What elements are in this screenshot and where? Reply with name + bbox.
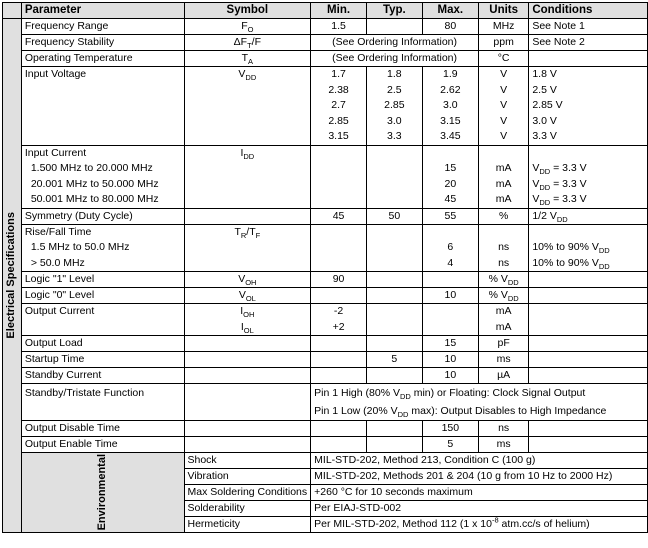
units-rise-fall: ns ns — [478, 224, 528, 272]
symbol-input-voltage: $V_{DD}$ — [184, 67, 311, 146]
units-standby-current: µA — [478, 368, 528, 384]
cond-frequency-stability: See Note 2 — [529, 35, 648, 51]
max-output-load: 15 — [422, 336, 478, 352]
cond-input-voltage: 1.8 V 2.5 V 2.85 V 3.0 V 3.3 V — [529, 67, 648, 146]
table-row — [3, 437, 648, 453]
units-output-enable: ms — [478, 437, 528, 453]
header-blank — [3, 3, 22, 19]
min-output-disable — [311, 421, 367, 437]
param-hermeticity: Hermeticity — [184, 517, 311, 533]
units-frequency-stability: ppm — [478, 35, 528, 51]
table-row — [3, 384, 648, 421]
units-operating-temperature: °C — [478, 51, 528, 67]
header-typ: Typ. — [366, 3, 422, 19]
max-output-disable: 150 — [422, 421, 478, 437]
header-parameter: Parameter — [21, 3, 184, 19]
table-row — [3, 35, 648, 51]
typ-output-current — [366, 304, 422, 336]
typ-symmetry: 50 — [366, 208, 422, 224]
cond-operating-temperature — [529, 51, 648, 67]
param-output-current: Output Current — [21, 304, 184, 336]
min-rise-fall — [311, 224, 367, 272]
cond-rise-fall: 10% to 90% $V_{DD}$ 10% to 90% $V_{DD}$ — [529, 224, 648, 272]
units-logic-0: % $V_{DD}$ — [478, 288, 528, 304]
param-symmetry: Symmetry (Duty Cycle) — [21, 208, 184, 224]
header-min: Min. — [311, 3, 367, 19]
typ-frequency-range — [366, 19, 422, 35]
param-output-enable: Output Enable Time — [21, 437, 184, 453]
table-row — [3, 421, 648, 437]
param-standby-tristate: Standby/Tristate Function — [21, 384, 184, 421]
units-logic-1: % $V_{DD}$ — [478, 272, 528, 288]
param-frequency-range: Frequency Range — [21, 19, 184, 35]
table-row — [3, 145, 648, 208]
param-rise-fall: Rise/Fall Time 1.5 MHz to 50.0 MHz > 50.0 MHz — [21, 224, 184, 272]
min-output-load — [311, 336, 367, 352]
table-row — [3, 208, 648, 224]
value-vibration: MIL-STD-202, Methods 201 & 204 (10 g from 10 Hz to 2000 Hz) — [311, 469, 648, 485]
typ-input-current — [366, 145, 422, 208]
min-output-current: -2 +2 — [311, 304, 367, 336]
value-soldering: +260 °C for 10 seconds maximum — [311, 485, 648, 501]
units-output-load: pF — [478, 336, 528, 352]
header-max: Max. — [422, 3, 478, 19]
param-input-current: Input Current 1.500 MHz to 20.000 MHz 20.001 MHz to 50.000 MHz 50.001 MHz to 80.000 MHz — [21, 145, 184, 208]
param-logic-1: Logic "1" Level — [21, 272, 184, 288]
param-operating-temperature: Operating Temperature — [21, 51, 184, 67]
environmental-section-label: Environmental — [21, 453, 184, 533]
symbol-frequency-range: $F_O$ — [184, 19, 311, 35]
value-hermeticity: Per MIL-STD-202, Method 112 (1 x $10^{-8}$ atm.cc/s of helium) — [311, 517, 648, 533]
units-output-current: mA mA — [478, 304, 528, 336]
table-row — [3, 51, 648, 67]
param-shock: Shock — [184, 453, 311, 469]
max-logic-1 — [422, 272, 478, 288]
param-startup-time: Startup Time — [21, 352, 184, 368]
merged-operating-temperature: (See Ordering Information) — [311, 51, 479, 67]
header-conditions: Conditions — [529, 3, 648, 19]
cond-symmetry: 1/2 $V_{DD}$ — [529, 208, 648, 224]
max-input-voltage: 1.9 2.62 3.0 3.15 3.45 — [422, 67, 478, 146]
min-logic-0 — [311, 288, 367, 304]
param-vibration: Vibration — [184, 469, 311, 485]
symbol-frequency-stability: $\Delta F_T/F$ — [184, 35, 311, 51]
min-frequency-range: 1.5 — [311, 19, 367, 35]
electrical-section-label: Electrical Specifications — [3, 19, 22, 533]
param-output-load: Output Load — [21, 336, 184, 352]
symbol-logic-0: $V_{OL}$ — [184, 288, 311, 304]
min-standby-current — [311, 368, 367, 384]
symbol-output-disable — [184, 421, 311, 437]
table-row — [3, 288, 648, 304]
table-row — [3, 352, 648, 368]
min-input-current — [311, 145, 367, 208]
param-logic-0: Logic "0" Level — [21, 288, 184, 304]
header-units: Units — [478, 3, 528, 19]
max-standby-current: 10 — [422, 368, 478, 384]
param-soldering: Max Soldering Conditions — [184, 485, 311, 501]
typ-input-voltage: 1.8 2.5 2.85 3.0 3.3 — [366, 67, 422, 146]
max-startup-time: 10 — [422, 352, 478, 368]
param-output-disable: Output Disable Time — [21, 421, 184, 437]
cond-output-enable — [529, 437, 648, 453]
symbol-standby-current — [184, 368, 311, 384]
units-startup-time: ms — [478, 352, 528, 368]
table-row — [3, 224, 648, 272]
symbol-standby-tristate — [184, 384, 311, 421]
symbol-output-enable — [184, 437, 311, 453]
symbol-logic-1: $V_{OH}$ — [184, 272, 311, 288]
cond-frequency-range: See Note 1 — [529, 19, 648, 35]
table-row — [3, 272, 648, 288]
symbol-output-load — [184, 336, 311, 352]
units-input-current: mA mA mA — [478, 145, 528, 208]
max-frequency-range: 80 — [422, 19, 478, 35]
typ-logic-0 — [366, 288, 422, 304]
header-row — [3, 3, 648, 19]
typ-startup-time: 5 — [366, 352, 422, 368]
max-output-enable: 5 — [422, 437, 478, 453]
specifications-table — [2, 2, 648, 533]
cond-startup-time — [529, 352, 648, 368]
max-rise-fall: 6 4 — [422, 224, 478, 272]
min-logic-1: 90 — [311, 272, 367, 288]
table-row — [3, 453, 648, 469]
typ-logic-1 — [366, 272, 422, 288]
param-frequency-stability: Frequency Stability — [21, 35, 184, 51]
symbol-input-current: $I_{DD}$ — [184, 145, 311, 208]
table-row — [3, 336, 648, 352]
table-row — [3, 19, 648, 35]
min-symmetry: 45 — [311, 208, 367, 224]
typ-output-disable — [366, 421, 422, 437]
typ-output-enable — [366, 437, 422, 453]
min-output-enable — [311, 437, 367, 453]
cond-input-current: $V_{DD} = 3.3$ V $V_{DD} = 3.3$ V $V_{DD} = 3.3$ V — [529, 145, 648, 208]
units-input-voltage: V V V V V — [478, 67, 528, 146]
header-symbol: Symbol — [184, 3, 311, 19]
symbol-symmetry — [184, 208, 311, 224]
min-startup-time — [311, 352, 367, 368]
units-output-disable: ns — [478, 421, 528, 437]
param-standby-current: Standby Current — [21, 368, 184, 384]
units-symmetry: % — [478, 208, 528, 224]
table-row — [3, 67, 648, 146]
units-frequency-range: MHz — [478, 19, 528, 35]
value-solderability: Per EIAJ-STD-002 — [311, 501, 648, 517]
cond-output-load — [529, 336, 648, 352]
min-input-voltage: 1.7 2.38 2.7 2.85 3.15 — [311, 67, 367, 146]
cond-logic-1 — [529, 272, 648, 288]
max-output-current — [422, 304, 478, 336]
value-shock: MIL-STD-202, Method 213, Condition C (100 g) — [311, 453, 648, 469]
typ-rise-fall — [366, 224, 422, 272]
cond-logic-0 — [529, 288, 648, 304]
param-solderability: Solderability — [184, 501, 311, 517]
merged-standby-tristate: Pin 1 High (80% $V_{DD}$ min) or Floating: Clock Signal Output Pin 1 Low (20% $V_{DD}$ max): Output Disables to High Impedance — [311, 384, 648, 421]
table-row — [3, 304, 648, 336]
symbol-rise-fall: $T_R/T_F$ — [184, 224, 311, 272]
typ-standby-current — [366, 368, 422, 384]
max-logic-0: 10 — [422, 288, 478, 304]
cond-output-current — [529, 304, 648, 336]
max-input-current: 15 20 45 — [422, 145, 478, 208]
param-input-voltage: Input Voltage — [21, 67, 184, 146]
typ-output-load — [366, 336, 422, 352]
table-row — [3, 368, 648, 384]
symbol-output-current: $I_{OH}$ $I_{OL}$ — [184, 304, 311, 336]
max-symmetry: 55 — [422, 208, 478, 224]
cond-output-disable — [529, 421, 648, 437]
symbol-startup-time — [184, 352, 311, 368]
merged-frequency-stability: (See Ordering Information) — [311, 35, 479, 51]
cond-standby-current — [529, 368, 648, 384]
symbol-operating-temperature: $T_A$ — [184, 51, 311, 67]
